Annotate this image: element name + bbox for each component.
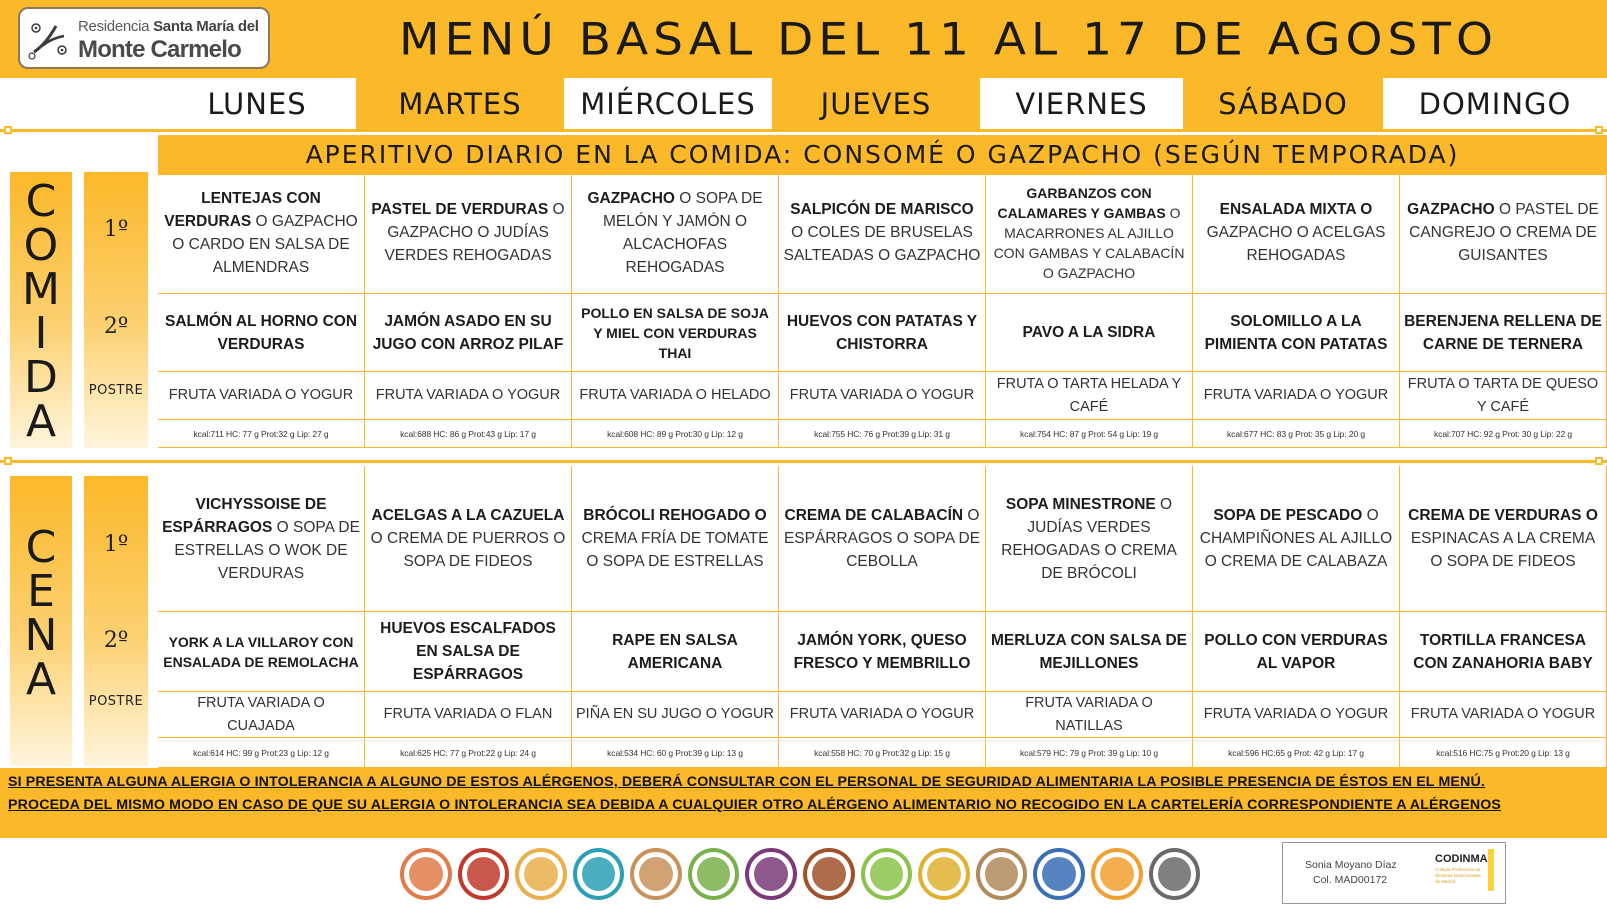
course-second-label: 2º: [103, 314, 129, 339]
course-first-label: 1º: [103, 217, 129, 242]
comida-dessert-cell: FRUTA VARIADA O HELADO: [572, 372, 779, 420]
fish-icon: [573, 848, 625, 900]
cena-first-course-alternatives: O ESPÁRRAGOS O SOPA DE CEBOLLA: [783, 507, 981, 570]
molluscs-icon: [1149, 848, 1201, 900]
day-wednesday: MIÉRCOLES: [564, 78, 772, 130]
celery-icon: [861, 848, 913, 900]
comida-dessert-cell: FRUTA VARIADA O YOGUR: [365, 372, 572, 420]
comida-second-course-cell: [1193, 294, 1400, 372]
cena-second-course-dish: MERLUZA CON SALSA DE MEJILLONES: [990, 631, 1188, 672]
comida-dessert-cell: FRUTA VARIADA O YOGUR: [1193, 372, 1400, 420]
comida-first-course-alternatives: O GAZPACHO O JUDÍAS VERDES REHOGADAS: [384, 201, 565, 264]
cena-first-course-main: SOPA DE PESCADO: [1213, 507, 1363, 524]
cena-nutrition-cell: kcal:558 HC: 70 g Prot:32 g Lip: 15 g: [779, 738, 986, 768]
day-sunday: DOMINGO: [1383, 78, 1607, 130]
cena-second-course-cell: [986, 612, 1193, 692]
comida-first-course-main: LENTEJAS CON VERDURAS: [164, 189, 321, 230]
cena-dessert-cell: FRUTA VARIADA O NATILLAS: [986, 692, 1193, 738]
cena-letter: E: [27, 566, 55, 617]
cena-first-course-alternatives: CREMA FRÍA DE TOMATE O SOPA DE ESTRELLAS: [581, 530, 769, 570]
cena-first-course-cell: [365, 466, 572, 612]
comida-letter: M: [22, 264, 60, 315]
comida-first-course-cell: [1193, 172, 1400, 294]
sesame-icon: [976, 848, 1028, 900]
cena-second-course-dish: RAPE EN SALSA AMERICANA: [612, 631, 738, 672]
cena-first-course-alternatives: ESPINACAS A LA CREMA O SOPA DE FIDEOS: [1410, 530, 1596, 570]
cena-second-course-dish: HUEVOS ESCALFADOS EN SALSA DE ESPÁRRAGOS: [380, 620, 556, 683]
carmelite-logo-icon: [26, 16, 72, 62]
comida-second-course-cell: [572, 294, 779, 372]
comida-second-course-dish: PAVO A LA SIDRA: [1022, 324, 1156, 341]
comida-second-course-dish: JAMÓN ASADO EN SU JUGO CON ARROZ PILAF: [372, 312, 564, 353]
cena-dessert-cell: FRUTA VARIADA O YOGUR: [779, 692, 986, 738]
comida-nutrition-cell: kcal:754 HC: 87 g Prot: 54 g Lip: 19 g: [986, 420, 1193, 448]
comida-second-course-dish: SALMÓN AL HORNO CON VERDURAS: [164, 312, 358, 353]
divider-marker: [4, 457, 12, 465]
peanuts-icon: [630, 848, 682, 900]
crustaceans-icon: [458, 848, 510, 900]
comida-first-course-main: ENSALADA MIXTA O: [1219, 201, 1373, 218]
comida-first-course-main: GARBANZOS CON CALAMARES Y GAMBAS: [997, 184, 1166, 221]
cena-letter: C: [25, 522, 57, 573]
comida-nutrition-cell: kcal:707 HC: 92 g Prot: 30 g Lip: 22 g: [1400, 420, 1607, 448]
cena-second-course-cell: [779, 612, 986, 692]
warning-line-1: SI PRESENTA ALGUNA ALERGIA O INTOLERANCIA A ALGUNO DE ESTOS ALÉRGENOS, DEBERÁ CONSULTAR CON EL PERSONAL DE SEGURIDAD ALIMENTARIA LA POSIBLE PRESENCIA DE ÉSTOS EN EL MENÚ.: [8, 774, 1485, 790]
cena-first-course-alternatives: O CHAMPIÑONES AL AJILLO O CREMA DE CALABAZA: [1199, 507, 1393, 570]
allergen-symbol: [1042, 857, 1076, 891]
allergen-symbol: [409, 857, 443, 891]
cena-first-course-cell: [158, 466, 365, 612]
cena-second-course-dish: YORK A LA VILLAROY CON ENSALADA DE REMOLACHA: [163, 633, 359, 670]
cena-grid: [158, 466, 1607, 768]
codinma-bar: [1488, 849, 1494, 891]
course-first-label: 1º: [103, 532, 129, 557]
cena-second-course-cell: [1193, 612, 1400, 692]
cena-second-course-dish: JAMÓN YORK, QUESO FRESCO Y MEMBRILLO: [793, 631, 971, 672]
allergen-symbol: [1100, 857, 1134, 891]
cena-nutrition-cell: kcal:614 HC: 99 g Prot:23 g Lip: 12 g: [158, 738, 365, 768]
cena-second-course-cell: [572, 612, 779, 692]
top-divider: [0, 129, 1607, 132]
comida-dessert-cell: FRUTA O TARTA HELADA Y CAFÉ: [986, 372, 1193, 420]
comida-first-course-alternatives: O SOPA DE MELÓN Y JAMÓN O ALCACHOFAS REHOGADAS: [602, 189, 763, 276]
cena-first-course-cell: [986, 466, 1193, 612]
cena-first-course-alternatives: O JUDÍAS VERDES REHOGADAS O CREMA DE BRÓCOLI: [1001, 495, 1177, 582]
logo-line-1: Residencia Santa María del: [78, 18, 259, 35]
comida-second-course-dish: HUEVOS CON PATATAS Y CHISTORRA: [786, 312, 978, 353]
day-thursday: JUEVES: [820, 87, 932, 121]
soy-icon: [688, 848, 740, 900]
sulphites-icon: [1033, 848, 1085, 900]
comida-first-course-alternatives: GAZPACHO O ACELGAS REHOGADAS: [1206, 224, 1386, 264]
cena-first-course-main: BRÓCOLI REHOGADO O: [583, 507, 767, 524]
cena-label-column: [10, 476, 72, 766]
day-tuesday: MARTES: [398, 87, 522, 121]
codinma-logo: CODINMA: [1435, 853, 1488, 865]
comida-grid: [158, 172, 1607, 448]
comida-second-course-dish: POLLO EN SALSA DE SOJA Y MIEL CON VERDURAS THAI: [581, 304, 769, 361]
comida-letter: O: [23, 220, 59, 271]
comida-second-course-cell: [779, 294, 986, 372]
cena-nutrition-cell: kcal:579 HC: 79 g Prot: 39 g Lip: 10 g: [986, 738, 1193, 768]
comida-first-course-cell: [572, 172, 779, 294]
comida-course-column: [84, 172, 148, 448]
comida-dessert-cell: FRUTA VARIADA O YOGUR: [779, 372, 986, 420]
residence-logo: [18, 7, 270, 69]
day-friday: VIERNES: [980, 78, 1183, 130]
allergen-icons: [400, 848, 1200, 902]
cena-second-course-cell: [365, 612, 572, 692]
course-dessert-label: POSTRE: [88, 383, 144, 398]
day-saturday: SÁBADO: [1218, 87, 1348, 121]
comida-dessert-cell: FRUTA VARIADA O YOGUR: [158, 372, 365, 420]
comida-letter: C: [25, 176, 57, 227]
cena-dessert-cell: FRUTA VARIADA O YOGUR: [1193, 692, 1400, 738]
comida-first-course-cell: [779, 172, 986, 294]
allergen-symbol: [927, 857, 961, 891]
dietitian-signature: [1282, 842, 1506, 904]
middle-divider: [0, 460, 1607, 463]
cena-dessert-cell: FRUTA VARIADA O CUAJADA: [158, 692, 365, 738]
cena-first-course-cell: [1193, 466, 1400, 612]
comida-nutrition-cell: kcal:755 HC: 76 g Prot:39 g Lip: 31 g: [779, 420, 986, 448]
cena-first-course-alternatives: O CREMA DE PUERROS O SOPA DE FIDEOS: [370, 530, 566, 570]
dietitian-name: Sonia Moyano Díaz: [1305, 859, 1397, 871]
comida-second-course-dish: BERENJENA RELLENA DE CARNE DE TERNERA: [1404, 312, 1602, 353]
course-second-label: 2º: [103, 628, 129, 653]
eggs-icon: [515, 848, 567, 900]
comida-letter: I: [34, 308, 48, 359]
codinma-subtitle: Colegio Profesional de Dietistas-Nutricionistas de Madrid: [1435, 867, 1481, 884]
allergen-symbol: [467, 857, 501, 891]
comida-label-column: [10, 172, 72, 448]
comida-second-course-cell: [365, 294, 572, 372]
comida-nutrition-cell: kcal:677 HC: 83 g Prot: 35 g Lip: 20 g: [1193, 420, 1400, 448]
allergen-symbol: [582, 857, 616, 891]
course-dessert-label: POSTRE: [88, 694, 144, 709]
comida-letter: A: [25, 396, 57, 447]
cena-dessert-cell: FRUTA VARIADA O YOGUR: [1400, 692, 1607, 738]
comida-first-course-cell: [158, 172, 365, 294]
allergen-symbol: [985, 857, 1019, 891]
cena-first-course-main: ACELGAS A LA CAZUELA: [371, 507, 565, 524]
comida-second-course-cell: [1400, 294, 1607, 372]
dairy-icon: [745, 848, 797, 900]
comida-nutrition-cell: kcal:688 HC: 86 g Prot:43 g Lip: 17 g: [365, 420, 572, 448]
comida-first-course-alternatives: O MACARRONES AL AJILLO CON GAMBAS Y CALABACÍN O GAZPACHO: [993, 204, 1185, 281]
cena-nutrition-cell: kcal:596 HC:65 g Prot: 42 g Lip: 17 g: [1193, 738, 1400, 768]
comida-dessert-cell: FRUTA O TARTA DE QUESO Y CAFÉ: [1400, 372, 1607, 420]
allergen-symbol: [870, 857, 904, 891]
cena-first-course-cell: [572, 466, 779, 612]
cena-second-course-dish: POLLO CON VERDURAS AL VAPOR: [1204, 631, 1388, 672]
dietitian-college-number: Col. MAD00172: [1313, 874, 1388, 886]
cena-nutrition-cell: kcal:516 HC:75 g Prot:20 g Lip: 13 g: [1400, 738, 1607, 768]
cena-dessert-cell: FRUTA VARIADA O FLAN: [365, 692, 572, 738]
comida-first-course-main: GAZPACHO: [587, 189, 675, 207]
logo-line-2: Monte Carmelo: [78, 36, 241, 63]
comida-first-course-alternatives: O GAZPACHO O CARDO EN SALSA DE ALMENDRAS: [172, 212, 358, 276]
cena-first-course-main: CREMA DE CALABACÍN: [784, 507, 964, 524]
cena-course-column: [84, 476, 148, 766]
cena-dessert-cell: PIÑA EN SU JUGO O YOGUR: [572, 692, 779, 738]
gluten-icon: [400, 848, 452, 900]
day-row-spacer: [0, 78, 158, 130]
page-title: MENÚ BASAL DEL 11 AL 17 DE AGOSTO: [398, 13, 1498, 66]
warning-line-2: PROCEDA DEL MISMO MODO EN CASO DE QUE SU ALERGIA O INTOLERANCIA SEA DEBIDA A CUALQUIER OTRO ALÉRGENO ALIMENTARIO NO RECOGIDO EN LA CARTELERÍA CORRESPONDIENTE A ALÉRGENOS: [8, 797, 1502, 813]
allergen-symbol: [1158, 857, 1192, 891]
comida-letter: D: [24, 352, 58, 403]
cena-first-course-cell: [1400, 466, 1607, 612]
cena-first-course-main: SOPA MINESTRONE: [1005, 495, 1156, 513]
comida-first-course-alternatives: O COLES DE BRUSELAS SALTEADAS O GAZPACHO: [783, 224, 981, 264]
comida-first-course-main: PASTEL DE VERDURAS: [371, 201, 549, 218]
comida-first-course-cell: [1400, 172, 1607, 294]
comida-first-course-cell: [986, 172, 1193, 294]
cena-nutrition-cell: kcal:534 HC: 60 g Prot:39 g Lip: 13 g: [572, 738, 779, 768]
allergen-symbol: [639, 857, 673, 891]
allergen-symbol: [812, 857, 846, 891]
comida-first-course-alternatives: O PASTEL DE CANGREJO O CREMA DE GUISANTES: [1409, 201, 1599, 264]
divider-marker: [1595, 457, 1603, 465]
allergen-symbol: [697, 857, 731, 891]
cena-letter: A: [25, 654, 57, 705]
allergen-symbol: [524, 857, 558, 891]
comida-first-course-cell: [365, 172, 572, 294]
day-header-row: [0, 78, 1607, 130]
day-monday: LUNES: [158, 78, 356, 130]
nuts-icon: [803, 848, 855, 900]
cena-first-course-cell: [779, 466, 986, 612]
divider-marker: [4, 126, 12, 134]
lupin-icon: [1091, 848, 1143, 900]
cena-second-course-cell: [1400, 612, 1607, 692]
divider-marker: [1595, 126, 1603, 134]
comida-second-course-dish: SOLOMILLO A LA PIMIENTA CON PATATAS: [1204, 312, 1388, 353]
cena-second-course-cell: [158, 612, 365, 692]
cena-second-course-dish: TORTILLA FRANCESA CON ZANAHORIA BABY: [1413, 631, 1593, 672]
allergen-warning: [0, 768, 1607, 838]
comida-first-course-main: GAZPACHO: [1407, 201, 1495, 218]
comida-second-course-cell: [158, 294, 365, 372]
cena-nutrition-cell: kcal:625 HC: 77 g Prot:22 g Lip: 24 g: [365, 738, 572, 768]
daily-aperitif-banner: APERITIVO DIARIO EN LA COMIDA: CONSOMÉ O GAZPACHO (SEGÚN TEMPORADA): [158, 135, 1607, 175]
comida-first-course-main: SALPICÓN DE MARISCO: [790, 201, 974, 218]
comida-second-course-cell: [986, 294, 1193, 372]
comida-nutrition-cell: kcal:608 HC: 89 g Prot:30 g Lip: 12 g: [572, 420, 779, 448]
mustard-icon: [918, 848, 970, 900]
comida-nutrition-cell: kcal:711 HC: 77 g Prot:32 g Lip: 27 g: [158, 420, 365, 448]
allergen-symbol: [754, 857, 788, 891]
cena-first-course-alternatives: O SOPA DE ESTRELLAS O WOK DE VERDURAS: [174, 518, 360, 582]
cena-first-course-main: CREMA DE VERDURAS O: [1408, 507, 1598, 524]
cena-first-course-main: VICHYSSOISE DE ESPÁRRAGOS: [162, 495, 327, 536]
cena-letter: N: [24, 610, 58, 661]
